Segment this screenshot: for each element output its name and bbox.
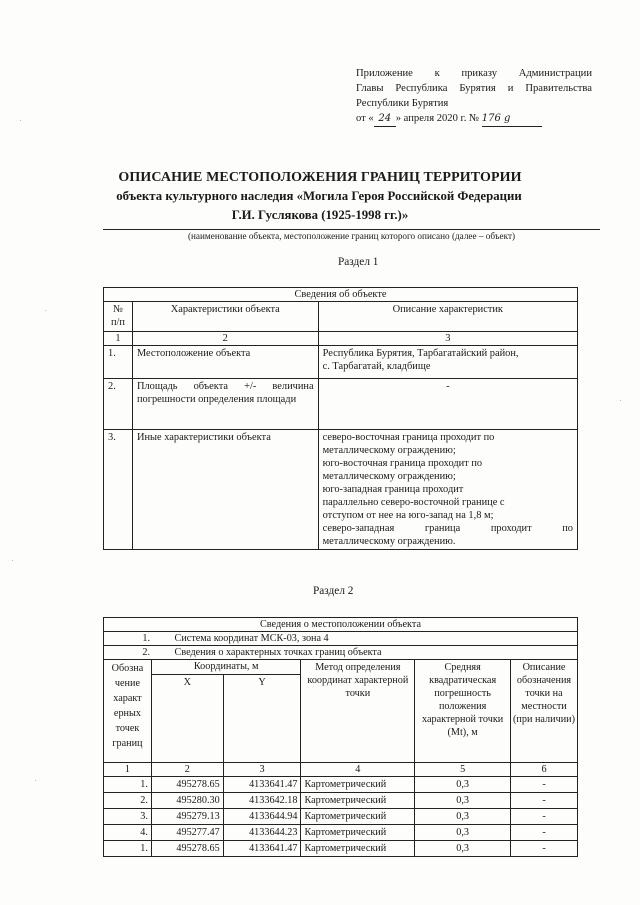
col-header-method: Метод определения координат характерной точки (301, 660, 415, 763)
index-cell: 3 (223, 763, 301, 777)
row-num: 2. (104, 379, 133, 430)
point-method: Картометрический (301, 777, 415, 793)
desc-line: - (446, 381, 450, 392)
desc-line: металлическому ограждению. (322, 536, 456, 547)
appendix-date-line (356, 111, 592, 127)
row-num: 3. (104, 430, 133, 550)
index-cell: 1 (104, 763, 152, 777)
scan-speck (20, 120, 21, 121)
point-id: 4. (104, 825, 152, 841)
date-day-handwritten: 24 (374, 111, 396, 127)
item-text: Сведения о характерных точках границ объекта (174, 647, 382, 658)
col-header-num: № п/п (104, 302, 133, 332)
table-row (104, 777, 578, 793)
desc-line: металлическому ограждению; (322, 471, 456, 482)
index-cell: 1 (104, 332, 133, 346)
location-table (103, 617, 578, 857)
coord-system-row (104, 632, 578, 646)
index-cell: 3 (318, 332, 577, 346)
section-2-heading: Раздел 2 (313, 585, 354, 597)
row-char: Иные характеристики объекта (132, 430, 318, 550)
appendix-line-1: Приложение к приказу Администрации (356, 68, 592, 79)
point-id: 3. (104, 809, 152, 825)
scan-speck (12, 560, 13, 561)
desc-line: юго-западная граница проходит (322, 484, 464, 495)
point-y: 4133641.47 (223, 777, 301, 793)
point-id: 2. (104, 793, 152, 809)
point-y: 4133644.23 (223, 825, 301, 841)
points-info-row (104, 646, 578, 660)
point-x: 495279.13 (151, 809, 223, 825)
index-cell: 2 (132, 332, 318, 346)
point-marker: - (511, 825, 578, 841)
point-x: 495280.30 (151, 793, 223, 809)
row-desc (318, 430, 577, 550)
col-header-marker: Описание обозначения точки на местности (при наличии) (511, 660, 578, 763)
point-marker: - (511, 841, 578, 857)
document-subtitle: объекта культурного наследия «Могила Героя Российской Федерации (116, 189, 522, 203)
point-id: 1. (104, 841, 152, 857)
table-row (104, 841, 578, 857)
document-title: ОПИСАНИЕ МЕСТОПОЛОЖЕНИЯ ГРАНИЦ ТЕРРИТОРИИ (118, 170, 522, 185)
table-row (104, 430, 578, 550)
item-num: 1. (142, 633, 150, 644)
date-prefix: от « (356, 113, 374, 124)
row-desc (318, 379, 577, 430)
table-title: Сведения об объекте (104, 288, 578, 302)
appendix-block (356, 66, 592, 127)
desc-line: параллельно северо-восточной границе с (322, 497, 505, 508)
desc-line: с. Тарбагатай, кладбище (322, 361, 431, 372)
point-method: Картометрический (301, 809, 415, 825)
item-num: 2. (142, 647, 150, 658)
order-number-handwritten: 176 g (482, 111, 542, 127)
point-error: 0,3 (415, 793, 511, 809)
table-row (104, 793, 578, 809)
row-num: 1. (104, 346, 133, 379)
point-method: Картометрический (301, 841, 415, 857)
desc-line: северо-восточная граница проходит по (322, 432, 495, 443)
point-x: 495278.65 (151, 841, 223, 857)
point-error: 0,3 (415, 841, 511, 857)
col-header-char: Характеристики объекта (132, 302, 318, 332)
row-desc (318, 346, 577, 379)
point-y: 4133641.47 (223, 841, 301, 857)
table-row (104, 379, 578, 430)
point-method: Картометрический (301, 825, 415, 841)
table-row (104, 809, 578, 825)
index-cell: 5 (415, 763, 511, 777)
desc-line: Республика Бурятия, Тарбагатайский район, (322, 348, 519, 359)
col-header-y: Y (223, 675, 301, 763)
col-header-coords: Координаты, м (151, 660, 301, 675)
desc-line: отступом от нее на юго-запад на 1,8 м; (322, 510, 494, 521)
appendix-line-2: Главы Республика Бурятия и Правительства (356, 83, 592, 94)
document-subtitle-2: Г.И. Гуслякова (1925-1998 гг.)» (231, 208, 409, 222)
appendix-line-3: Республики Бурятия (356, 98, 449, 109)
point-error: 0,3 (415, 777, 511, 793)
scan-speck (620, 400, 621, 401)
section-1-heading: Раздел 1 (338, 256, 379, 268)
date-suffix: » апреля 2020 г. № (395, 113, 480, 124)
item-text: Система координат МСК-03, зона 4 (174, 633, 329, 644)
point-id: 1. (104, 777, 152, 793)
point-method: Картометрический (301, 793, 415, 809)
row-char: Площадь объекта +/- величина погрешности определения площади (132, 379, 318, 430)
point-x: 495278.65 (151, 777, 223, 793)
desc-line: северо-западная граница проходит по (322, 523, 573, 534)
desc-line: металлическому ограждению; (322, 445, 456, 456)
point-error: 0,3 (415, 809, 511, 825)
object-info-table (103, 287, 578, 550)
col-header-x: X (151, 675, 223, 763)
index-cell: 6 (511, 763, 578, 777)
col-header-error: Средняя квадратическая погрешность положения характерной точки (Mt), м (415, 660, 511, 763)
point-marker: - (511, 793, 578, 809)
col-header-desc: Описание характеристик (318, 302, 577, 332)
scan-speck (45, 310, 46, 311)
point-marker: - (511, 777, 578, 793)
table-title: Сведения о местоположении объекта (104, 618, 578, 632)
title-underline (103, 229, 600, 230)
title-caption: (наименование объекта, местоположение границ которого описано (далее – объект) (187, 231, 516, 241)
scan-speck (35, 780, 36, 781)
desc-line: юго-восточная граница проходит по (322, 458, 483, 469)
point-marker: - (511, 809, 578, 825)
point-x: 495277.47 (151, 825, 223, 841)
table-row (104, 346, 578, 379)
point-error: 0,3 (415, 825, 511, 841)
table-row (104, 825, 578, 841)
col-header-point: Обозна чение характ ерных точек границ (104, 660, 152, 763)
row-char: Местоположение объекта (132, 346, 318, 379)
index-cell: 4 (301, 763, 415, 777)
index-cell: 2 (151, 763, 223, 777)
point-y: 4133644.94 (223, 809, 301, 825)
point-y: 4133642.18 (223, 793, 301, 809)
